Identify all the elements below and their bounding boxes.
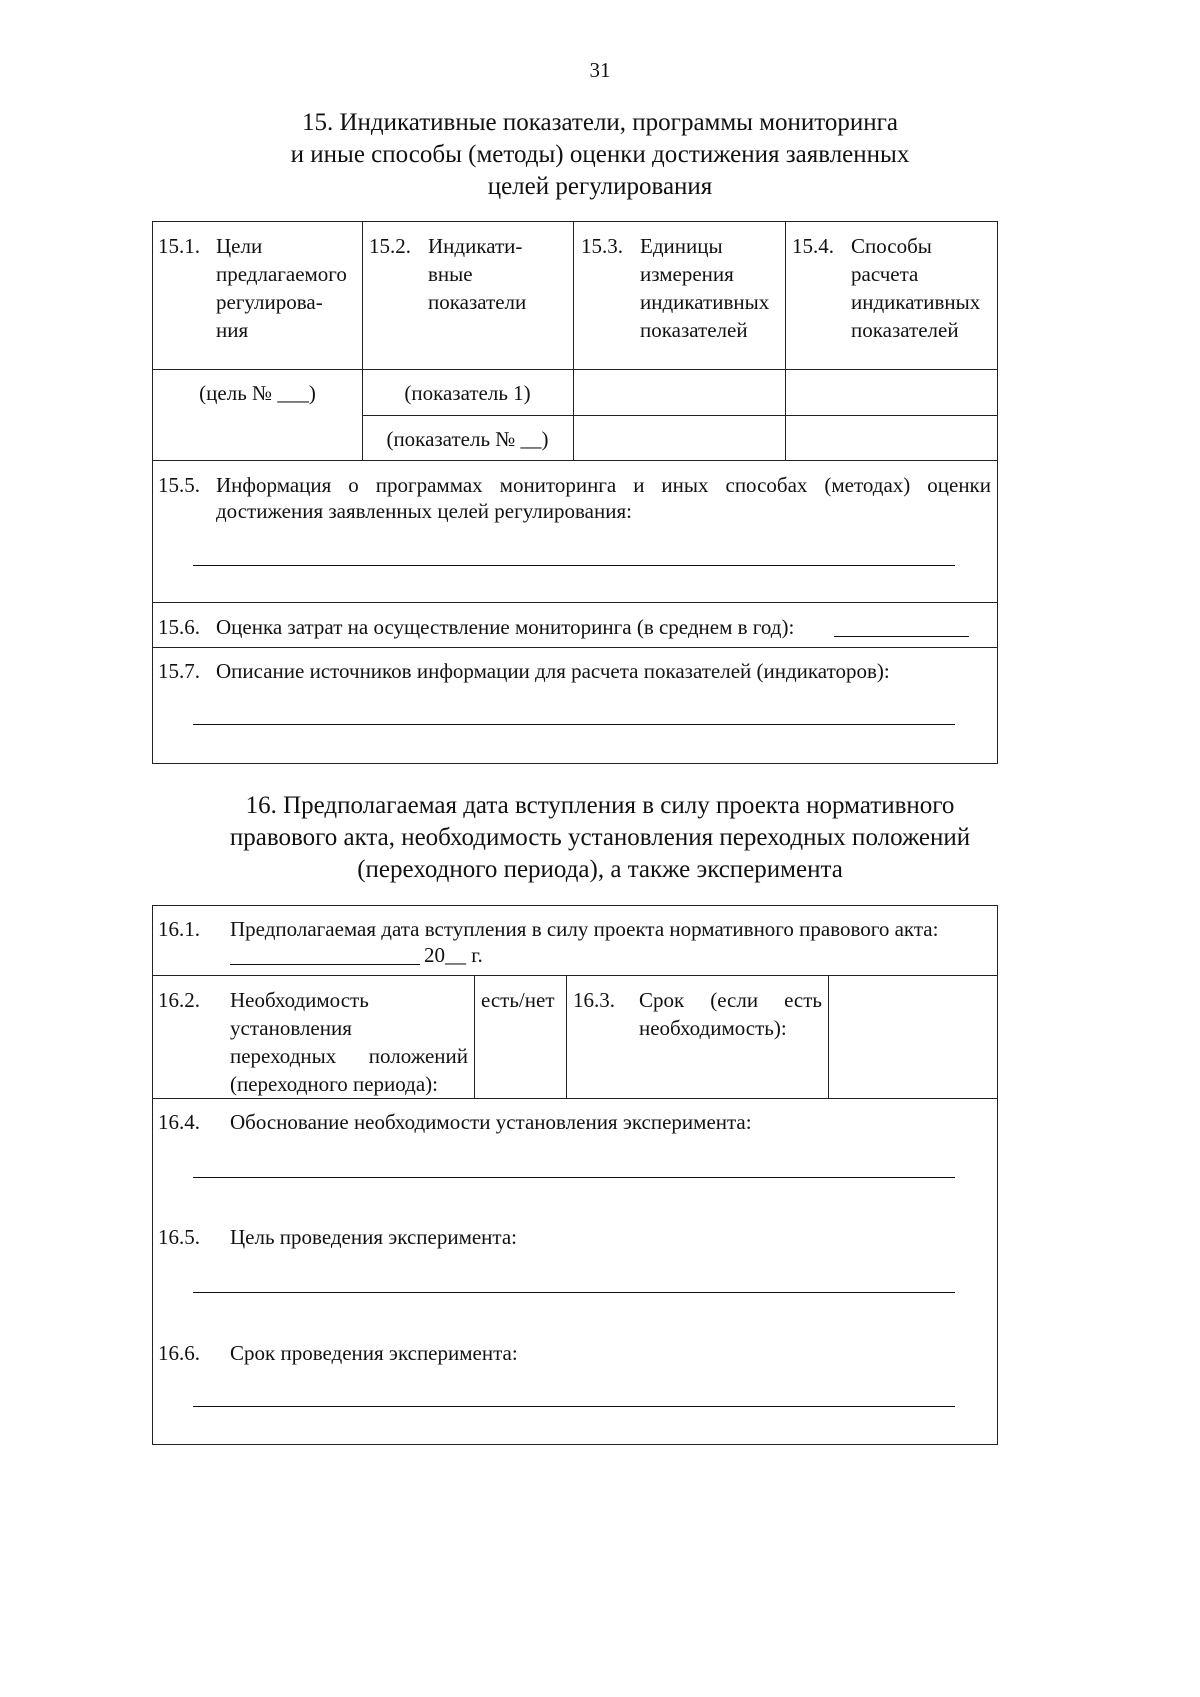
header-line: Цели bbox=[216, 234, 263, 258]
divider bbox=[152, 975, 998, 976]
item-15-6-blank-line[interactable] bbox=[834, 636, 969, 637]
header-line: вные bbox=[428, 262, 473, 286]
item-16-1-year: 20__ г. bbox=[424, 943, 483, 967]
col-15-2-number: 15.2. bbox=[369, 234, 411, 258]
item-15-5-blank-line[interactable] bbox=[193, 565, 955, 566]
item-16-5-number: 16.5. bbox=[158, 1225, 200, 1249]
col-15-1-header bbox=[216, 232, 347, 344]
title-line: 15. Индикативные показатели, программы мониторинга bbox=[301, 109, 899, 136]
item-16-2-text bbox=[230, 986, 468, 1098]
header-line: Индикати- bbox=[428, 234, 523, 258]
item-16-4-blank-line[interactable] bbox=[193, 1177, 955, 1178]
divider bbox=[566, 975, 567, 1098]
goal-cell: (цель № ___) bbox=[199, 381, 316, 405]
header-line: показатели bbox=[428, 290, 527, 314]
divider bbox=[573, 221, 574, 461]
divider bbox=[474, 975, 475, 1098]
header-line: предлагаемого bbox=[216, 262, 347, 286]
item-15-7-number: 15.7. bbox=[158, 659, 200, 683]
text-line: (переходного периода): bbox=[230, 1072, 438, 1096]
header-line: ния bbox=[216, 318, 249, 342]
item-16-6-text: Срок проведения эксперимента: bbox=[230, 1341, 518, 1365]
divider bbox=[785, 221, 786, 461]
col-15-4-number: 15.4. bbox=[792, 234, 834, 258]
divider bbox=[362, 415, 998, 416]
item-15-5-number: 15.5. bbox=[158, 473, 200, 497]
col-15-3-header bbox=[640, 232, 769, 344]
divider bbox=[152, 460, 998, 461]
item-15-7-blank-line[interactable] bbox=[193, 724, 955, 725]
header-line: измерения bbox=[640, 262, 734, 286]
item-16-3-value-cell[interactable] bbox=[830, 977, 996, 1097]
title-line: (переходного периода), а также эксперимента bbox=[357, 856, 843, 883]
item-16-5-blank-line[interactable] bbox=[193, 1292, 955, 1293]
text-line: установления bbox=[230, 1016, 352, 1040]
title-line: 16. Предполагаемая дата вступления в силу проекта нормативного bbox=[245, 792, 955, 819]
header-line: показателей bbox=[640, 318, 748, 342]
indicator-n-cell: (показатель № __) bbox=[386, 427, 549, 451]
divider bbox=[152, 647, 998, 648]
header-line: Единицы bbox=[640, 234, 723, 258]
col-15-4-header bbox=[851, 232, 980, 344]
item-15-5-text-line2: достижения заявленных целей регулирования: bbox=[216, 499, 632, 523]
header-line: регулирова- bbox=[216, 290, 323, 314]
header-line: индикативных bbox=[640, 290, 770, 314]
col-15-2-header bbox=[428, 232, 526, 316]
text-line: Срок (если есть bbox=[639, 988, 822, 1012]
divider bbox=[152, 1098, 998, 1099]
item-16-3-number: 16.3. bbox=[573, 988, 615, 1012]
item-16-4-number: 16.4. bbox=[158, 1110, 200, 1134]
text-line: переходных положений bbox=[230, 1044, 468, 1068]
header-line: индикативных bbox=[851, 290, 981, 314]
divider bbox=[828, 975, 829, 1098]
item-15-6-text: Оценка затрат на осуществление мониторинга (в среднем в год): bbox=[216, 615, 795, 639]
item-16-2-number: 16.2. bbox=[158, 988, 200, 1012]
text-line: необходимость): bbox=[639, 1016, 787, 1040]
divider bbox=[152, 369, 998, 370]
item-16-5-text: Цель проведения эксперимента: bbox=[230, 1225, 518, 1249]
indicator-1-cell: (показатель 1) bbox=[404, 381, 531, 405]
divider bbox=[152, 602, 998, 603]
item-16-1-text: Предполагаемая дата вступления в силу проекта нормативного правового акта: bbox=[230, 917, 939, 941]
title-line: и иные способы (методы) оценки достижения заявленных bbox=[290, 141, 910, 168]
page-number: 31 bbox=[589, 58, 611, 82]
title-line: целей регулирования bbox=[487, 173, 713, 200]
item-16-1-date-blank[interactable] bbox=[230, 964, 420, 965]
col-15-3-number: 15.3. bbox=[581, 234, 623, 258]
item-16-6-number: 16.6. bbox=[158, 1341, 200, 1365]
item-15-6-number: 15.6. bbox=[158, 615, 200, 639]
item-16-4-text: Обоснование необходимости установления эксперимента: bbox=[230, 1110, 752, 1134]
col-15-1-number: 15.1. bbox=[158, 234, 200, 258]
header-line: показателей bbox=[851, 318, 959, 342]
item-15-5-text-line1: Информация о программах мониторинга и иных способах (методах) оценки bbox=[216, 473, 991, 497]
section-16-title bbox=[0, 790, 1200, 886]
header-line: расчета bbox=[851, 262, 919, 286]
text-line: Необходимость bbox=[230, 988, 369, 1012]
item-16-2-value[interactable]: есть/нет bbox=[481, 988, 555, 1012]
title-line: правового акта, необходимость установления переходных положений bbox=[229, 824, 971, 851]
item-15-7-text: Описание источников информации для расчета показателей (индикаторов): bbox=[216, 659, 890, 683]
item-16-6-blank-line[interactable] bbox=[193, 1406, 955, 1407]
section-15-title bbox=[0, 107, 1200, 203]
item-16-1-number: 16.1. bbox=[158, 917, 200, 941]
item-16-3-text bbox=[639, 986, 822, 1042]
header-line: Способы bbox=[851, 234, 932, 258]
